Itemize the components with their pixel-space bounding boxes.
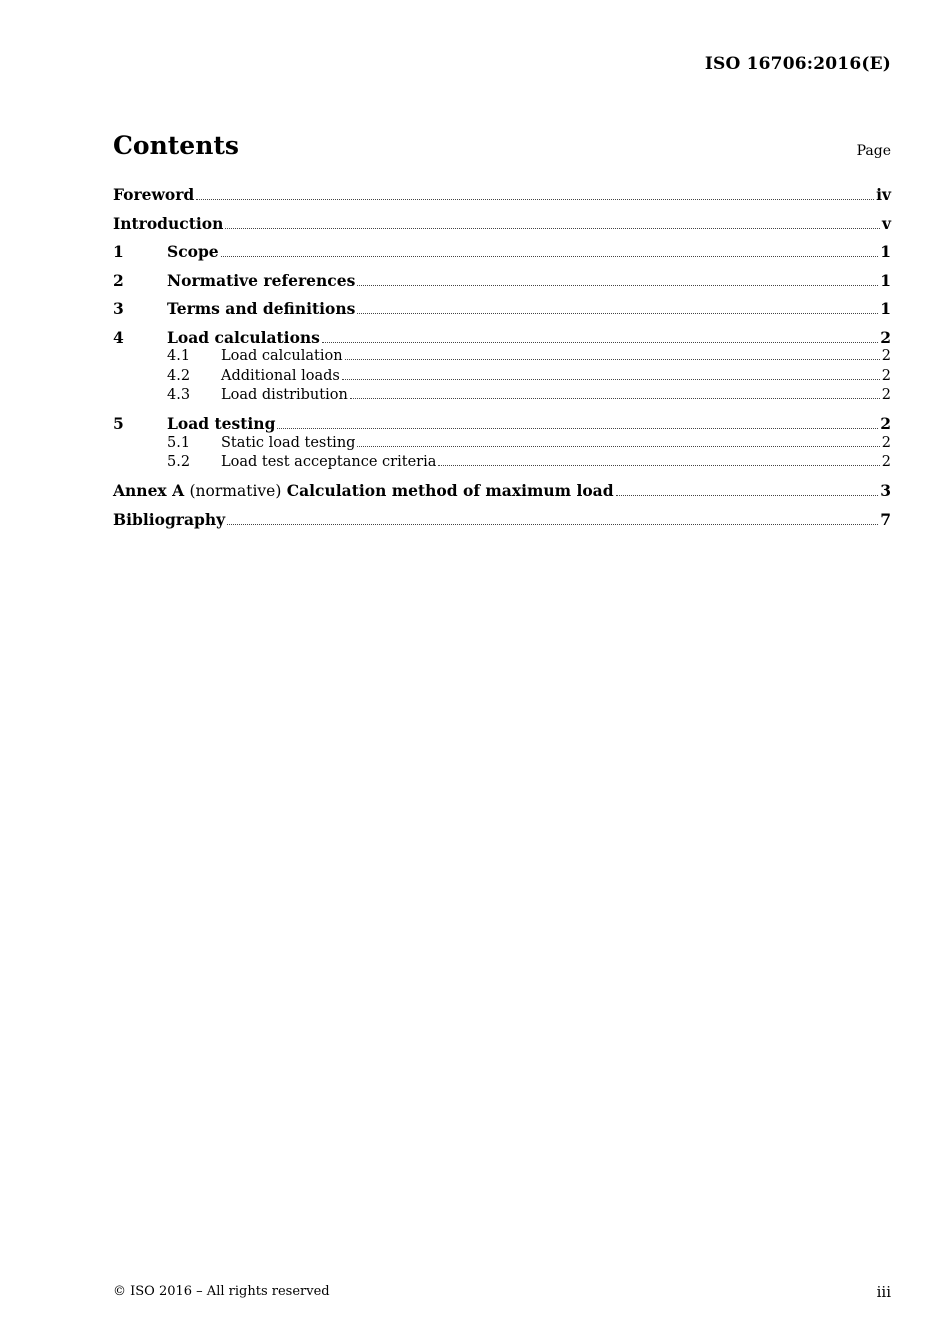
- dot-leader: [277, 428, 878, 429]
- table-of-contents: [113, 185, 891, 538]
- toc-subentry-additional-loads[interactable]: [113, 367, 891, 387]
- toc-entry-number: 4.3: [167, 387, 191, 403]
- toc-entry-title: Static load testing: [221, 434, 356, 451]
- toc-entry-number: 5.2: [167, 454, 191, 470]
- toc-entry-title: Additional loads: [221, 367, 340, 384]
- toc-entry-foreword[interactable]: [113, 185, 891, 214]
- toc-entry-page: 2: [880, 327, 891, 347]
- toc-entry-scope[interactable]: [113, 242, 891, 271]
- toc-entry-number: 5: [113, 414, 124, 433]
- toc-entry-page: 2: [880, 414, 891, 433]
- toc-entry-number: 2: [113, 270, 124, 290]
- toc-entry-page: 2: [881, 454, 891, 470]
- contents-heading: Contents: [113, 131, 240, 160]
- toc-entry-title: [113, 481, 614, 501]
- toc-subentry-load-test-acceptance-criteria[interactable]: [113, 453, 891, 481]
- dot-leader: [225, 228, 880, 229]
- toc-entry-number: 1: [113, 242, 124, 261]
- toc-entry-page: 1: [880, 270, 891, 290]
- dot-leader: [438, 465, 879, 466]
- dot-leader: [342, 379, 880, 380]
- toc-entry-page: 2: [881, 387, 891, 403]
- toc-entry-page: 7: [880, 509, 891, 529]
- toc-entry-title: Load test acceptance criteria: [221, 454, 437, 470]
- annex-title: Calculation method of maximum load: [286, 481, 614, 500]
- toc-entry-terms-and-definitions[interactable]: [113, 299, 891, 328]
- toc-entry-page: 2: [881, 348, 891, 364]
- toc-entry-page: iv: [876, 185, 891, 204]
- toc-entry-title: Load calculation: [221, 348, 343, 364]
- toc-subentry-static-load-testing[interactable]: [113, 434, 891, 454]
- toc-subentry-load-distribution[interactable]: [113, 386, 891, 414]
- toc-entry-title: Terms and definitions: [167, 299, 356, 318]
- dot-leader: [357, 285, 878, 286]
- toc-entry-number: 4: [113, 327, 124, 347]
- page-number: iii: [876, 1283, 891, 1301]
- annex-label: Annex A: [113, 481, 185, 500]
- toc-entry-title: Foreword: [113, 185, 195, 204]
- toc-entry-title: Load testing: [167, 414, 276, 433]
- toc-entry-page: v: [881, 213, 891, 233]
- dot-leader: [350, 398, 880, 399]
- dot-leader: [196, 199, 874, 200]
- toc-entry-title: Load calculations: [167, 327, 320, 347]
- toc-entry-load-testing[interactable]: [113, 414, 891, 434]
- dot-leader: [357, 446, 879, 447]
- toc-entry-title: Introduction: [113, 213, 224, 233]
- toc-entry-number: 4.1: [167, 348, 191, 364]
- toc-entry-page: 1: [880, 299, 891, 318]
- page-column-label: Page: [856, 143, 891, 159]
- dot-leader: [221, 256, 879, 257]
- toc-entry-title: Bibliography: [113, 509, 226, 529]
- document-id: ISO 16706:2016(E): [704, 54, 891, 74]
- toc-entry-title: Scope: [167, 242, 219, 261]
- toc-entry-page: 1: [880, 242, 891, 261]
- toc-entry-bibliography[interactable]: [113, 510, 891, 539]
- dot-leader: [227, 524, 878, 525]
- toc-entry-number: 5.1: [167, 434, 191, 451]
- annex-qualifier: (normative): [189, 482, 282, 500]
- toc-entry-page: 2: [881, 434, 891, 451]
- dot-leader: [322, 342, 878, 343]
- toc-entry-title: Normative references: [167, 270, 356, 290]
- dot-leader: [357, 313, 878, 314]
- toc-entry-page: 3: [880, 481, 891, 500]
- toc-entry-title: Load distribution: [221, 387, 348, 403]
- copyright-notice: © ISO 2016 – All rights reserved: [113, 1284, 330, 1299]
- toc-entry-load-calculations[interactable]: [113, 328, 891, 348]
- dot-leader: [345, 359, 880, 360]
- toc-entry-annex-a[interactable]: [113, 481, 891, 510]
- dot-leader: [616, 495, 879, 496]
- toc-entry-number: 3: [113, 299, 124, 318]
- toc-subentry-load-calculation[interactable]: [113, 347, 891, 367]
- toc-entry-normative-references[interactable]: [113, 271, 891, 300]
- toc-entry-number: 4.2: [167, 367, 191, 384]
- toc-entry-page: 2: [881, 367, 891, 384]
- toc-entry-introduction[interactable]: [113, 214, 891, 243]
